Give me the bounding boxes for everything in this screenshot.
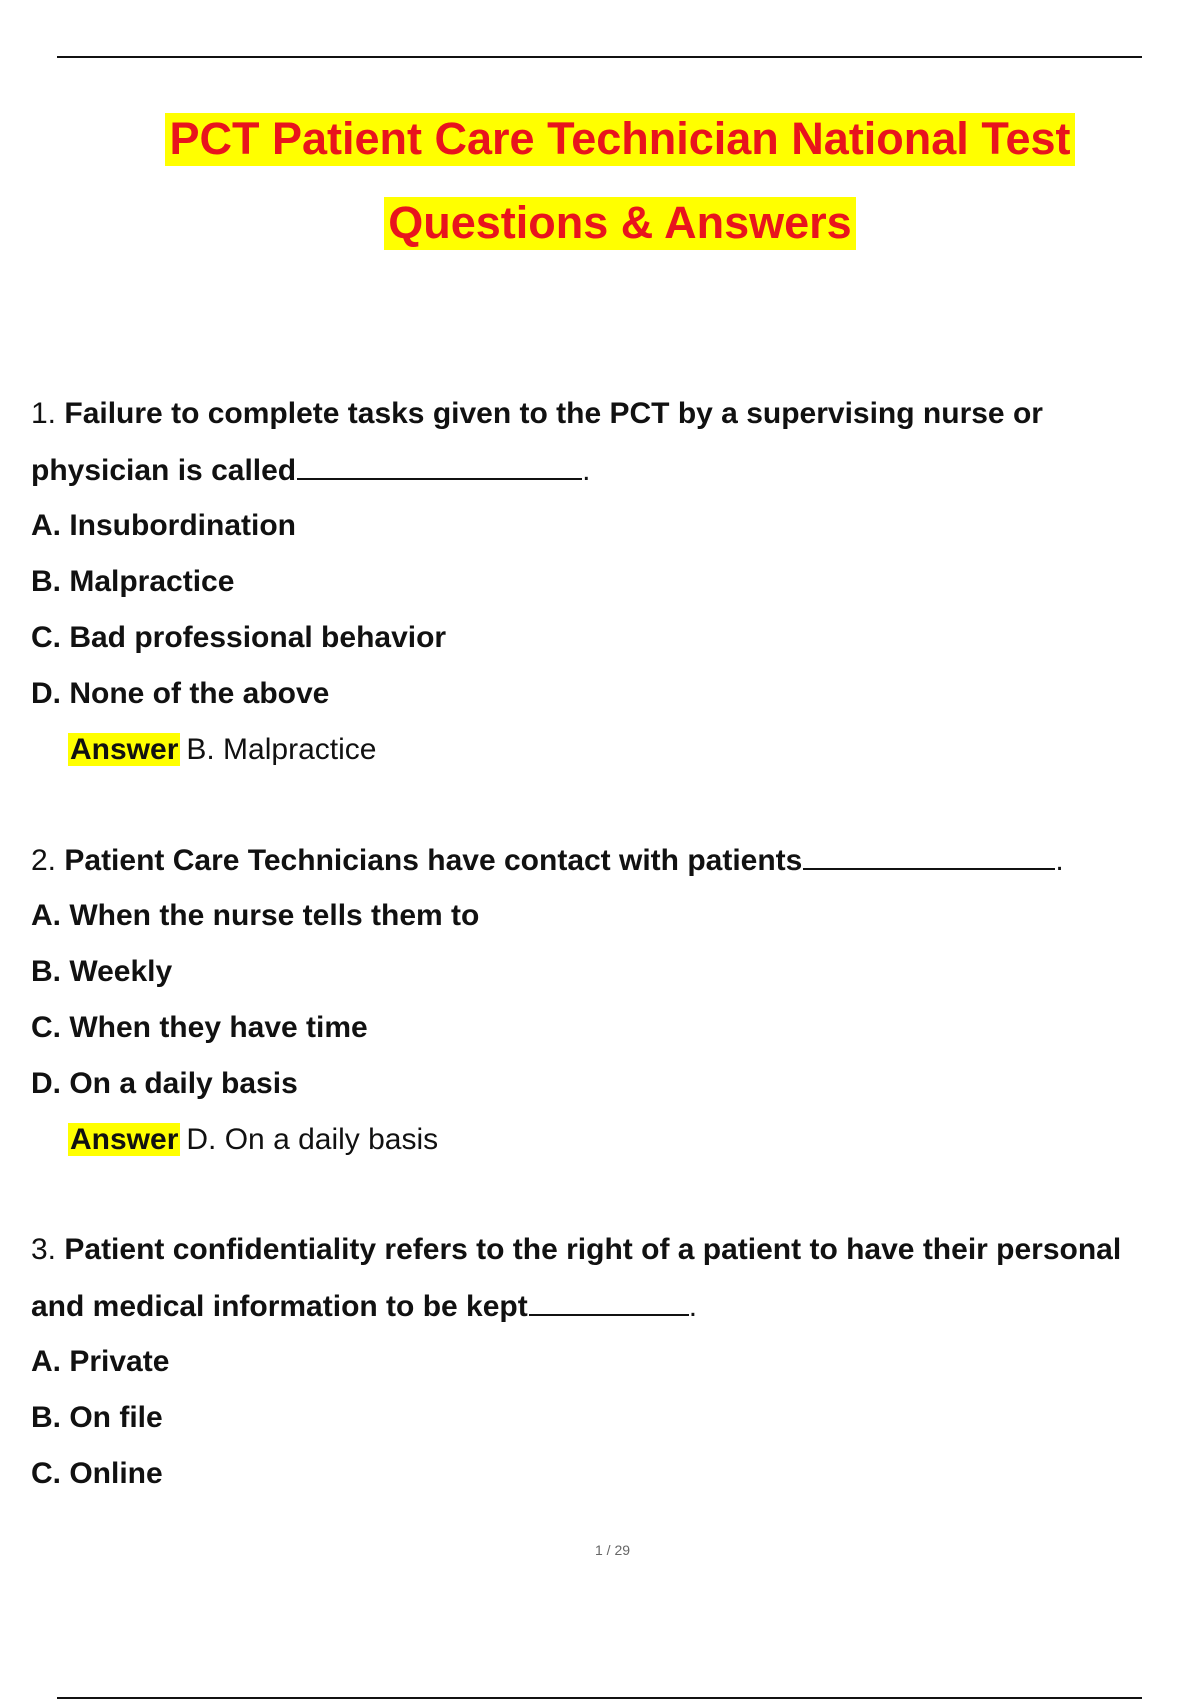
question-1-number: 1.	[31, 397, 57, 430]
question-1-period: .	[582, 454, 591, 487]
question-3-option-a: A. Private	[31, 1345, 170, 1378]
question-2-blank	[803, 842, 1055, 870]
question-1-blank	[297, 452, 582, 480]
document-title-line-1	[0, 113, 1200, 165]
question-3-number: 3.	[31, 1233, 57, 1266]
page-number: 1 / 29	[594, 1542, 631, 1558]
title-text-2: Questions & Answers	[384, 197, 855, 250]
question-3-blank	[529, 1288, 689, 1316]
question-3-text-continued: and medical information to be kept	[31, 1290, 528, 1323]
question-1-text: Failure to complete tasks given to the PCT by a supervising nurse or	[64, 397, 1043, 430]
question-1-answer-label: Answer	[70, 733, 179, 766]
question-1-text-continued: physician is called	[31, 454, 297, 487]
question-1-option-b: B. Malpractice	[31, 565, 235, 598]
question-1-option-a: A. Insubordination	[31, 509, 296, 542]
question-2-option-b: B. Weekly	[31, 955, 173, 988]
question-1-option-d: D. None of the above	[31, 677, 330, 710]
question-1-line-1	[31, 396, 1043, 432]
question-1-answer	[68, 732, 376, 768]
question-2-text: Patient Care Technicians have contact with patients	[64, 844, 803, 877]
question-3-option-b: B. On file	[31, 1401, 163, 1434]
question-1-option-c: C. Bad professional behavior	[31, 621, 447, 654]
question-2-answer	[68, 1122, 438, 1158]
title-text-1: PCT Patient Care Technician National Test	[165, 113, 1074, 166]
question-1-answer-text: B. Malpractice	[186, 733, 377, 766]
question-1-line-2	[31, 452, 590, 489]
question-2-option-d: D. On a daily basis	[31, 1067, 298, 1100]
question-3-period: .	[688, 1290, 698, 1323]
question-2-number: 2.	[31, 844, 57, 877]
question-2-option-c: C. When they have time	[31, 1011, 368, 1044]
question-3-line-2	[31, 1288, 697, 1325]
question-3-line-1	[31, 1232, 1121, 1268]
question-3-text: Patient confidentiality refers to the right of a patient to have their personal	[64, 1233, 1122, 1266]
document-title-line-2	[0, 197, 1200, 249]
question-2-line-1	[31, 842, 1064, 879]
top-rule	[57, 56, 1142, 58]
question-3-option-c: C. Online	[31, 1457, 163, 1490]
question-2-period: .	[1055, 844, 1064, 877]
question-2-answer-label: Answer	[70, 1123, 179, 1156]
question-2-option-a: A. When the nurse tells them to	[31, 899, 480, 932]
question-2-answer-text: D. On a daily basis	[186, 1123, 439, 1156]
bottom-rule	[57, 1697, 1142, 1699]
